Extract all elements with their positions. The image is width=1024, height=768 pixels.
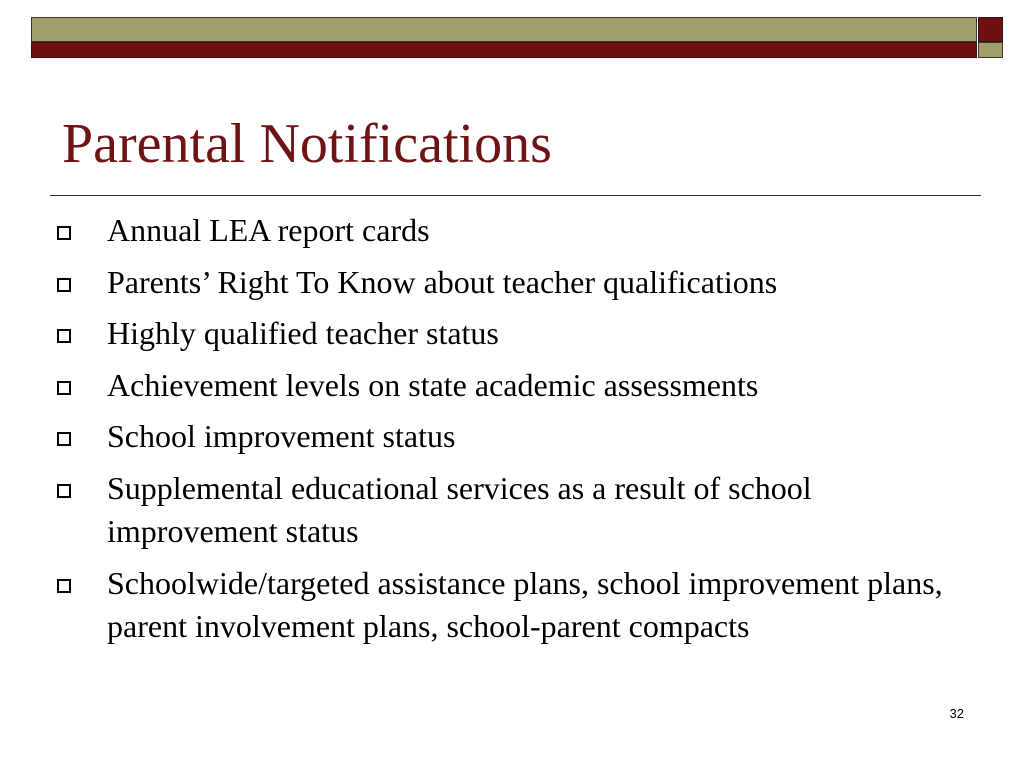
hollow-square-icon <box>57 226 71 240</box>
bullet-text: Achievement levels on state academic assessments <box>107 366 759 403</box>
title-divider <box>50 195 981 196</box>
slide-number: 32 <box>949 706 964 721</box>
bullet-text: Highly qualified teacher status <box>107 315 499 351</box>
header-square-maroon <box>978 17 1003 42</box>
bullet-text: Supplemental educational services as a result of school improvement status <box>107 469 812 549</box>
slide-title: Parental Notifications <box>62 113 552 175</box>
bullet-text: Annual LEA report cards <box>107 212 430 248</box>
header-bar-olive <box>31 17 977 42</box>
bullet-item <box>54 209 974 253</box>
header-bar-maroon <box>31 42 977 58</box>
bullet-item <box>54 467 974 554</box>
bullet-item <box>54 562 974 649</box>
bullet-text: School improvement status <box>107 418 456 454</box>
hollow-square-icon <box>57 381 71 395</box>
hollow-square-icon <box>57 432 71 446</box>
bullet-list <box>54 209 974 657</box>
bullet-item <box>54 261 974 305</box>
bullet-text: Schoolwide/targeted assistance plans, school improvement plans, parent involvement plans, school-parent compacts <box>107 564 943 644</box>
hollow-square-icon <box>57 579 71 593</box>
hollow-square-icon <box>57 329 71 343</box>
bullet-text: Parents’ Right To Know about teacher qualifications <box>107 263 778 300</box>
bullet-item <box>54 312 974 356</box>
bullet-item <box>54 364 974 408</box>
bullet-item <box>54 415 974 459</box>
hollow-square-icon <box>57 484 71 498</box>
hollow-square-icon <box>57 278 71 292</box>
header-square-olive <box>978 42 1003 58</box>
